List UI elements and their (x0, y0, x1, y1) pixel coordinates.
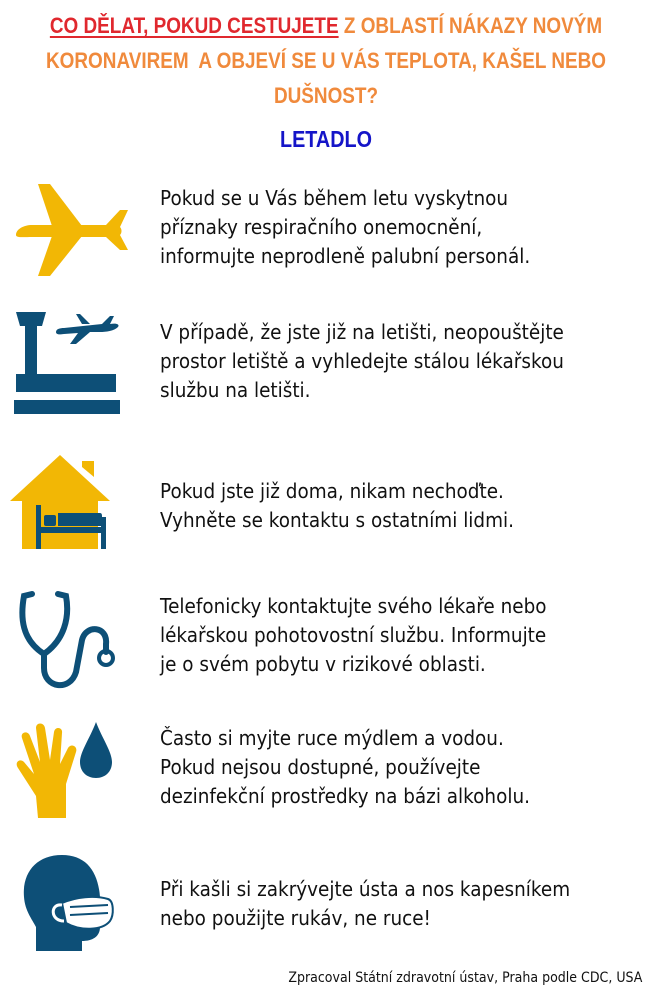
advice-line: Při kašli si zakrývejte ústa a nos kapesníkem (160, 877, 571, 901)
section-title: LETADLO (280, 126, 372, 152)
advice-line: Telefonicky kontaktujte svého lékaře nebo (160, 594, 547, 618)
advice-line: prostor letiště a vyhledejte stálou lékařskou (160, 349, 564, 373)
advice-line: Pokud se u Vás během letu vyskytnou (160, 186, 509, 210)
advice-line: V případě, že jste již na letišti, neopouštějte (160, 320, 564, 344)
advice-text-6 (160, 875, 570, 933)
face-mask-icon (10, 855, 130, 955)
header-line-2: KORONAVIREM A OBJEVÍ SE U VÁS TEPLOTA, KAŠEL NEBO (46, 48, 606, 73)
advice-line: službu na letišti. (160, 378, 311, 402)
advice-text-3 (160, 477, 514, 535)
header-highlight: CO DĚLAT, POKUD CESTUJETE (49, 13, 339, 38)
house-bed-icon (10, 455, 130, 555)
advice-line: Pokud jste již doma, nikam nechoďte. (160, 479, 504, 503)
advice-line: nebo použijte rukáv, ne ruce! (160, 906, 431, 930)
header-line-3: DUŠNOST? (273, 83, 379, 108)
airport-tower-icon (10, 312, 130, 422)
advice-line: lékařskou pohotovostní službu. Informujte (160, 623, 547, 647)
advice-line: Často si myjte ruce mýdlem a vodou. (160, 726, 504, 750)
advice-text-1 (160, 184, 530, 271)
advice-line: je o svém pobytu v rizikové oblasti. (160, 652, 486, 676)
advice-text-4 (160, 592, 547, 679)
advice-line: Pokud nejsou dostupné, používejte (160, 755, 481, 779)
advice-line: příznaky respiračního onemocnění, (160, 215, 483, 239)
stethoscope-icon (10, 588, 130, 698)
footer-source: Zpracoval Státní zdravotní ústav, Praha podle CDC, USA (287, 970, 642, 986)
header-line-1-rest: Z OBLASTÍ NÁKAZY NOVÝM (343, 13, 603, 38)
advice-line: informujte neprodleně palubní personál. (160, 244, 531, 268)
hand-wash-icon (10, 718, 130, 828)
airplane-icon (10, 180, 130, 280)
advice-line: dezinfekční prostředky na bázi alkoholu. (160, 784, 530, 808)
advice-text-5 (160, 724, 530, 811)
page-header (46, 8, 607, 113)
advice-line: Vyhněte se kontaktu s ostatními lidmi. (160, 508, 514, 532)
header-line-1 (46, 8, 607, 43)
advice-text-2 (160, 318, 564, 405)
